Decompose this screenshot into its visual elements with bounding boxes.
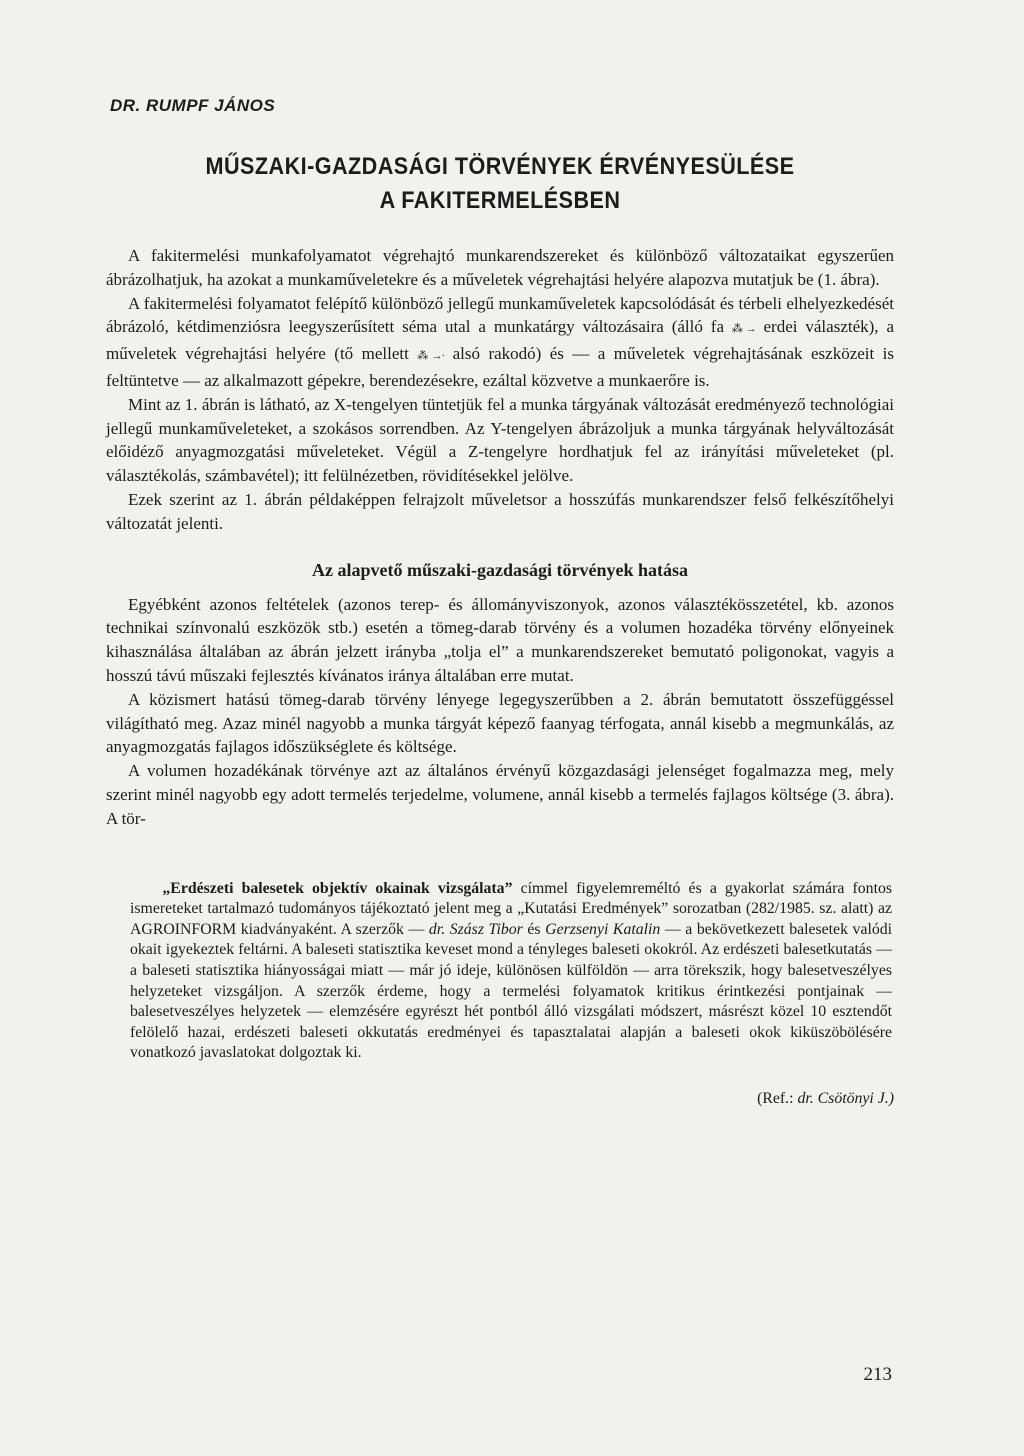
paragraph-3: Mint az 1. ábrán is látható, az X-tengelyen tüntetjük fel a munka tárgyának változását eredményező technológiai jellegű munkaműveleteket, a szokásos sorrendben. Az Y-tengelyen ábrázoljuk a munka tárgyának helyváltozását előidéző anyagmozgatási műveleteket. Végül a Z-tengelyre hordhatjuk fel az irányítási műveleteket (pl. választékolás, számbavétel); itt felülnézetben, rövidítésekkel jelölve. bbox=[106, 394, 894, 486]
title-line-2: A FAKITERMELÉSBEN bbox=[379, 187, 621, 214]
notice-title: „Erdészeti balesetek objektív okainak vizsgálata” bbox=[162, 879, 513, 897]
paragraph-4: Ezek szerint az 1. ábrán példaképpen felrajzolt műveletsor a hosszúfás munkarendszer felső felkészítőhelyi változatát jelenti. bbox=[106, 489, 894, 533]
paragraph-2-part-c: alsó rakodó) és — a műveletek végrehajtásának eszközeit is feltüntetve — az alkalmazott gépekre, berendezésekre, ezáltal közvetve a munkaerőre is. bbox=[106, 344, 895, 390]
title-line-1: MŰSZAKI-GAZDASÁGI TÖRVÉNYEK ÉRVÉNYESÜLÉSE bbox=[205, 153, 795, 180]
notice-author-2: Gerzsenyi Katalin bbox=[545, 920, 661, 938]
page bbox=[106, 96, 894, 1108]
paragraph-5: Egyébként azonos feltételek (azonos terep- és állományviszonyok, azonos választékösszetétel, kb. azonos technikai színvonalú eszközök stb.) esetén a tömeg-darab törvény és a volumen hozadéka törvény előnyeinek kihasználása általában az ábrán jelzett irányba „tolja el” a munkarendszereket bemutató poligonokat, vagyis a hosszú távú műszaki fejlesztés kívánatos iránya általában erre mutat. bbox=[106, 594, 894, 685]
paragraph-6: A közismert hatású tömeg-darab törvény lényege legegyszerűbben a 2. ábrán bemutatott összefüggéssel világítható meg. Azaz minél nagyobb a munka tárgyát képező faanyag térfogata, annál kisebb a megmunkálás, az anyagmozgatás fajlagos időszükséglete és költsége. bbox=[106, 689, 894, 757]
article-title bbox=[145, 150, 854, 218]
ref-name: dr. Csötönyi J.) bbox=[797, 1089, 894, 1107]
notice-text-c: — a bekövetkezett balesetek valódi okait igyekeztek feltárni. A baleseti statisztika keveset mond a tényleges baleseti okokról. Az erdészeti balesetkutatás — a baleseti statisztika hiányosságai miatt — már jó ideje, különösen külföldön — arra törekszik, hogy balesetveszélyes helyzeteket vizsgáljon. A szerzők érdeme, hogy a termelési folyamatok kritikus érintkezési pontjainak — balesetveszélyes helyzetek — elemzésére egyrészt hét pontból álló vizsgálati módszert, másrészt közel 10 esztendőt felölelő hazai, erdészeti baleseti okkutatás eredményei és tapasztalatai alapján a baleseti okok kiküszöbölésére vonatkozó javaslatokat dolgoztak ki. bbox=[130, 920, 893, 1062]
notice-text-a: címmel figyelemreméltó és a gyakorlat számára fontos ismereteket tartalmazó tudományos tájékoztató jelent meg a „Kutatási Eredmények” sorozatban (282/1985. sz. alatt) az AGROINFORM kiadványaként. A szerzők — bbox=[130, 879, 893, 938]
arrow-symbol-2: ⁂→· bbox=[417, 350, 445, 363]
ref-prefix: (Ref.: bbox=[757, 1089, 794, 1107]
arrow-symbol-1: ⁂→ bbox=[731, 323, 756, 336]
notice-text bbox=[130, 879, 892, 1064]
author-name: DR. RUMPF JÁNOS bbox=[110, 96, 276, 115]
notice-author-1: dr. Szász Tibor bbox=[428, 920, 523, 938]
paragraph-2 bbox=[106, 292, 894, 393]
paragraph-7: A volumen hozadékának törvénye azt az általános érvényű közgazdasági jelenséget fogalmazza meg, mely szerint minél nagyobb egy adott termelés terjedelme, volumene, annál kisebb a termelés fajlagos költsége (3. ábra). A tör- bbox=[106, 761, 894, 828]
notice-text-b: és bbox=[527, 920, 541, 938]
paragraph-2-part-b: erdei választék), a műveletek végrehajtási helyére (tő mellett bbox=[106, 317, 895, 364]
article-body bbox=[106, 244, 894, 831]
book-notice bbox=[130, 879, 892, 1064]
page-number: 213 bbox=[863, 1364, 892, 1385]
paragraph-2-part-a: A fakitermelési folyamatot felépítő különböző jellegű munkaműveletek kapcsolódását és térbeli elhelyezkedését ábrázoló, kétdimenziósra leegyszerűsített séma utal a munkatárgy változásaira (álló fa bbox=[106, 293, 894, 337]
reviewer-reference bbox=[106, 1090, 894, 1108]
paragraph-1: A fakitermelési munkafolyamatot végrehajtó munkarendszereket és különböző változataikat egyszerűen ábrázolhatjuk, ha azokat a munkaműveletekre és a műveletek végrehajtási helyére alapozva mutatjuk be (1. ábra). bbox=[106, 246, 894, 289]
section-heading: Az alapvető műszaki-gazdasági törvények hatása bbox=[312, 559, 688, 580]
